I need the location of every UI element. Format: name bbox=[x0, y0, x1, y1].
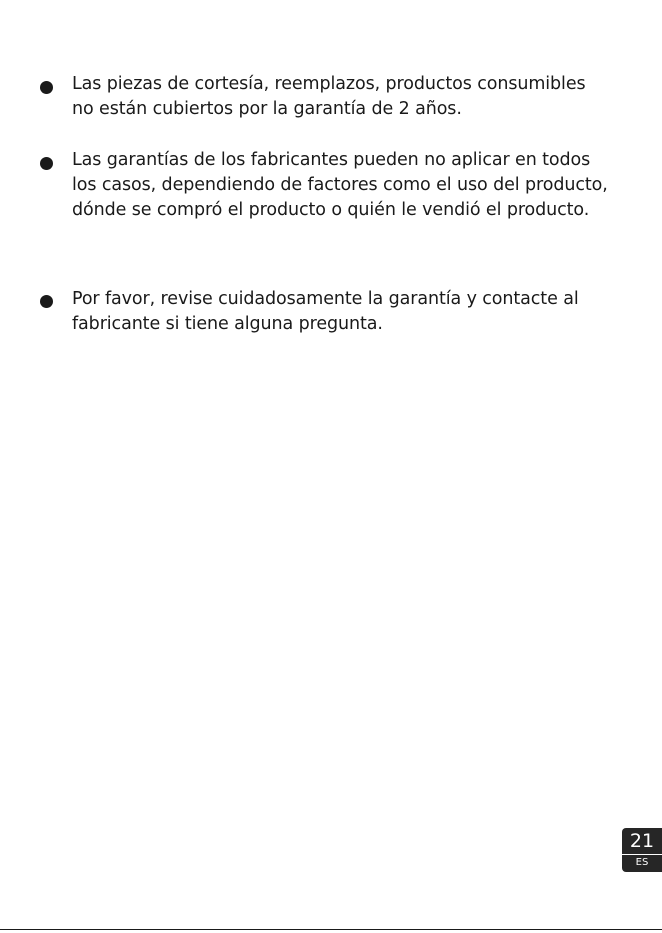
text-line: dónde se compró el producto o quién le vendió el producto. bbox=[72, 200, 590, 220]
text-line: Las piezas de cortesía, reemplazos, productos consumibles bbox=[72, 74, 586, 94]
list-item-text bbox=[72, 287, 652, 337]
footer-rule bbox=[0, 929, 662, 930]
list-item-text bbox=[72, 72, 652, 122]
text-line: no están cubiertos por la garantía de 2 años. bbox=[72, 99, 462, 119]
bullet-icon bbox=[40, 81, 53, 94]
language-code: ES bbox=[635, 857, 649, 868]
text-line: Las garantías de los fabricantes pueden no aplicar en todos bbox=[72, 150, 591, 170]
bullet-icon bbox=[40, 295, 53, 308]
text-line: fabricante si tiene alguna pregunta. bbox=[72, 314, 383, 334]
text-line: los casos, dependiendo de factores como el uso del producto, bbox=[72, 175, 608, 195]
list-item-text bbox=[72, 148, 652, 223]
page-badge bbox=[622, 828, 662, 872]
page-number: 21 bbox=[629, 830, 655, 852]
text-line: Por favor, revise cuidadosamente la garantía y contacte al bbox=[72, 289, 579, 309]
bullet-icon bbox=[40, 157, 53, 170]
